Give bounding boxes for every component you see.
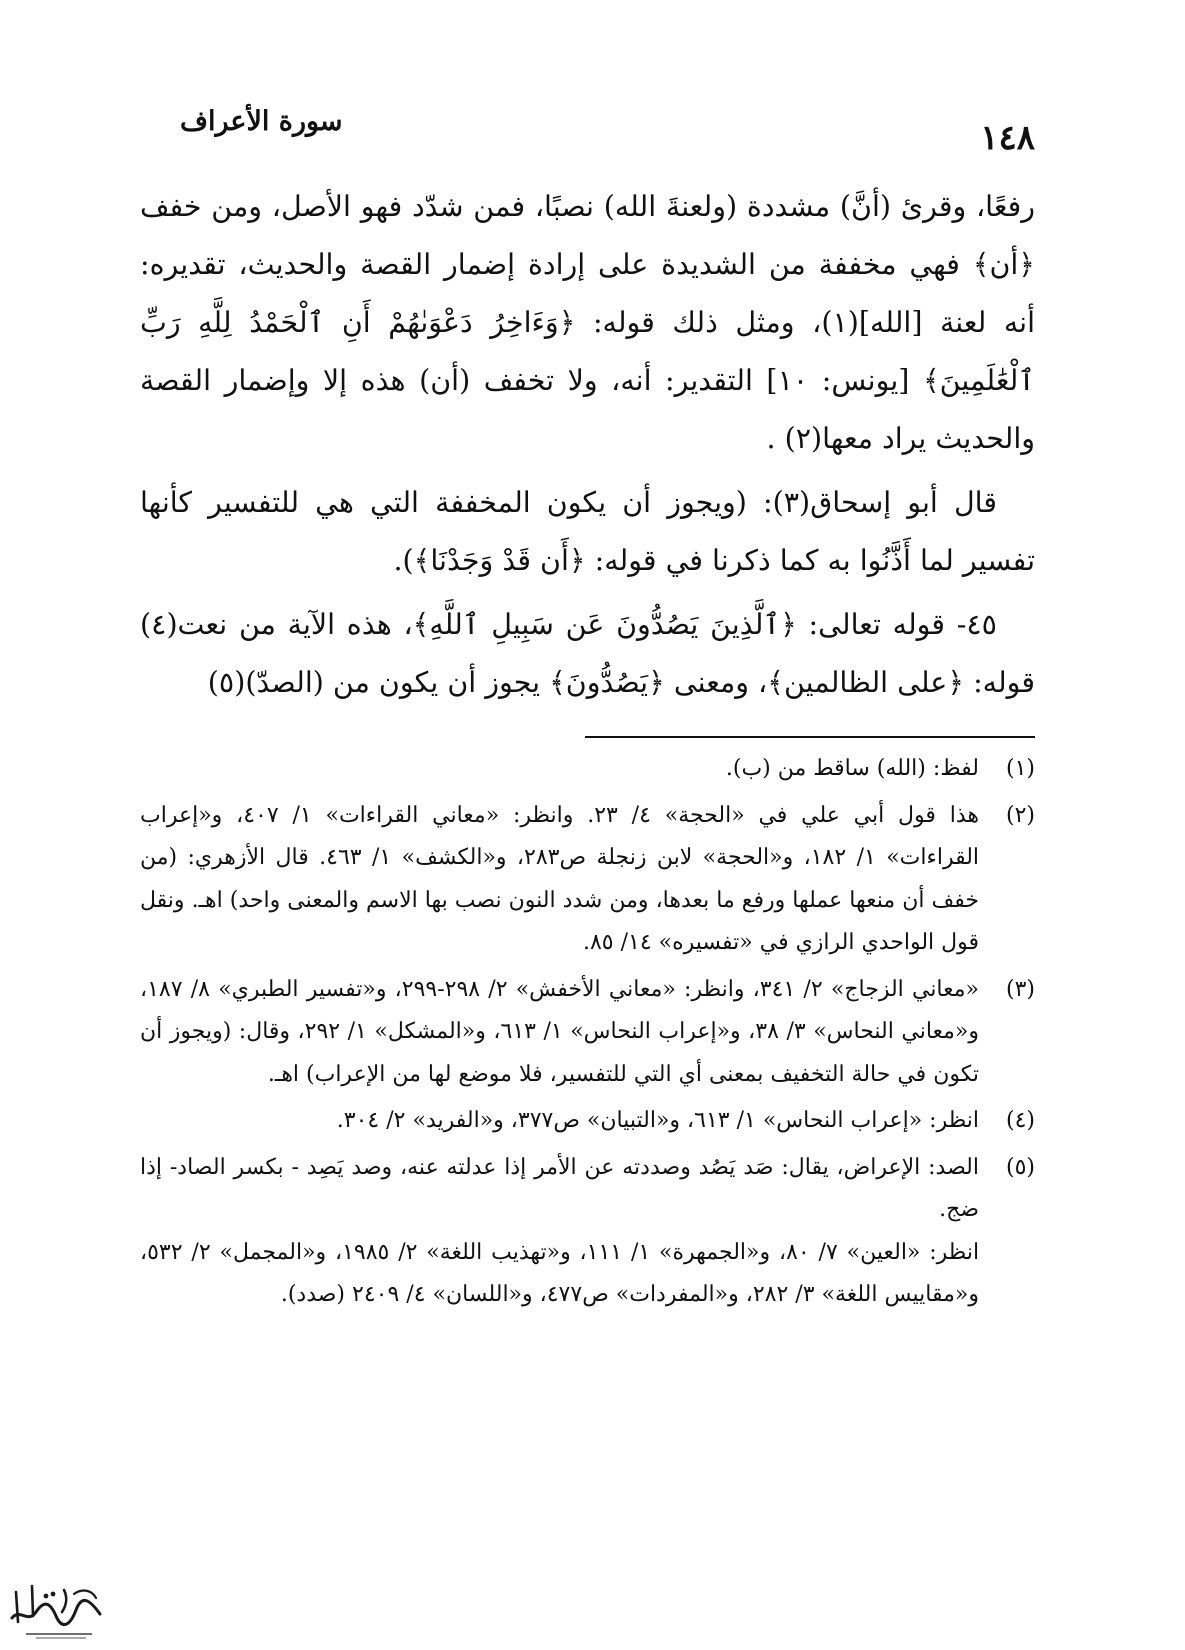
footnote-text: الصد: الإعراض، يقال: صَد يَصُد وصددته عن الأمر إذا عدلته عنه، وصد يَصِد - بكسر الصاد- إذا ضج.: [140, 1154, 979, 1222]
footnote: [140, 795, 1035, 965]
footnote: [140, 1100, 1035, 1143]
footnote-continuation: انظر: «العين» ٧/ ٨٠، و«الجمهرة» ١/ ١١١، و«تهذيب اللغة» ٢/ ١٩٨٥، و«المجمل» ٢/ ٥٣٢، و«مقاييس اللغة» ٣/ ٢٨٢، و«المفردات» ص٤٧٧، و«اللسان» ٤/ ٢٤٠٩ (صدد).: [140, 1239, 980, 1307]
paragraph: قال أبو إسحاق(٣): (ويجوز أن يكون المخففة التي هي للتفسير كأنها تفسير لما أَذَّنُوا به كما ذكرنا في قوله: ﴿أَن قَدْ وَجَدْنَا﴾).: [140, 486, 1035, 577]
running-title: سورة الأعراف: [180, 106, 343, 137]
main-text: [140, 178, 1035, 718]
footnote-number: (٥): [1005, 1154, 1035, 1180]
footnote-text: انظر: «إعراب النحاس» ١/ ٦١٣، و«التبيان» ص٣٧٧، و«الفريد» ٢/ ٣٠٤.: [336, 1108, 979, 1133]
footnote-text: هذا قول أبي علي في «الحجة» ٤/ ٢٣. وانظر: «معاني القراءات» ١/ ٤٠٧، و«إعراب القراءات» ١/ ١٨٢، و«الحجة» لابن زنجلة ص٢٨٣، و«الكشف» ١/ ٤٦٣. قال الأزهري: (من خفف أن منعها عملها ورفع ما بعدها، ومن شدد النون نصب بها الاسم والمعنى واحد) اهـ. ونقل قول الواحدي الرازي في «تفسيره» ١٤/ ٨٥.: [140, 802, 980, 955]
footnote: [140, 748, 1035, 791]
footnote: [140, 969, 1035, 1097]
footnote-number: (٣): [1005, 976, 1035, 1002]
footnote-number: (٤): [1005, 1108, 1035, 1133]
footnote-text: لفظ: (الله) ساقط من (ب).: [725, 756, 979, 781]
footnote-text: «معاني الزجاج» ٢/ ٣٤١، وانظر: «معاني الأخفش» ٢/ ٢٩٨-٢٩٩، و«تفسير الطبري» ٨/ ١٨٧، و«معاني النحاس» ٣/ ٣٨، و«إعراب النحاس» ١/ ٦١٣، و«المشكل» ١/ ٢٩٢، وقال: (ويجوز أن تكون في حالة التخفيف بمعنى أي التي للتفسير، فلا موضع لها من الإعراب) اهـ.: [140, 976, 980, 1087]
footnote-separator: [585, 736, 1035, 738]
footnotes: [140, 748, 1035, 1317]
paragraph: رفعًا، وقرئ (أنَّ) مشددة (ولعنةَ الله) نصبًا، فمن شدّد فهو الأصل، ومن خفف ﴿أن﴾ فهي مخففة من الشديدة على إرادة إضمار القصة والحديث، تقديره: أنه لعنة [الله](١)، ومثل ذلك قوله: ﴿وَءَاخِرُ دَعْوَىٰهُمْ أَنِ ٱلْحَمْدُ لِلَّهِ رَبِّ ٱلْعَٰلَمِينَ﴾ [يونس: ١٠] التقدير: أنه، ولا تخفف (أن) هذه إلا وإضمار القصة والحديث يراد معها(٢) .: [140, 190, 1035, 455]
footnote-number: (٢): [1005, 802, 1035, 828]
footnote: [140, 1147, 1035, 1232]
paragraph: ٤٥- قوله تعالى: ﴿ٱلَّذِينَ يَصُدُّونَ عَن سَبِيلِ ٱللَّهِ﴾، هذه الآية من نعت(٤) قوله: ﴿على الظالمين﴾، ومعنى ﴿يَصُدُّونَ﴾ يجوز أن يكون من (الصدّ)(٥): [140, 608, 1035, 699]
page-number: ١٤٨: [980, 118, 1035, 158]
calligraphy-logo-icon: [6, 1572, 106, 1644]
page-header: [180, 100, 1035, 160]
footnote-number: (١): [1005, 756, 1035, 781]
